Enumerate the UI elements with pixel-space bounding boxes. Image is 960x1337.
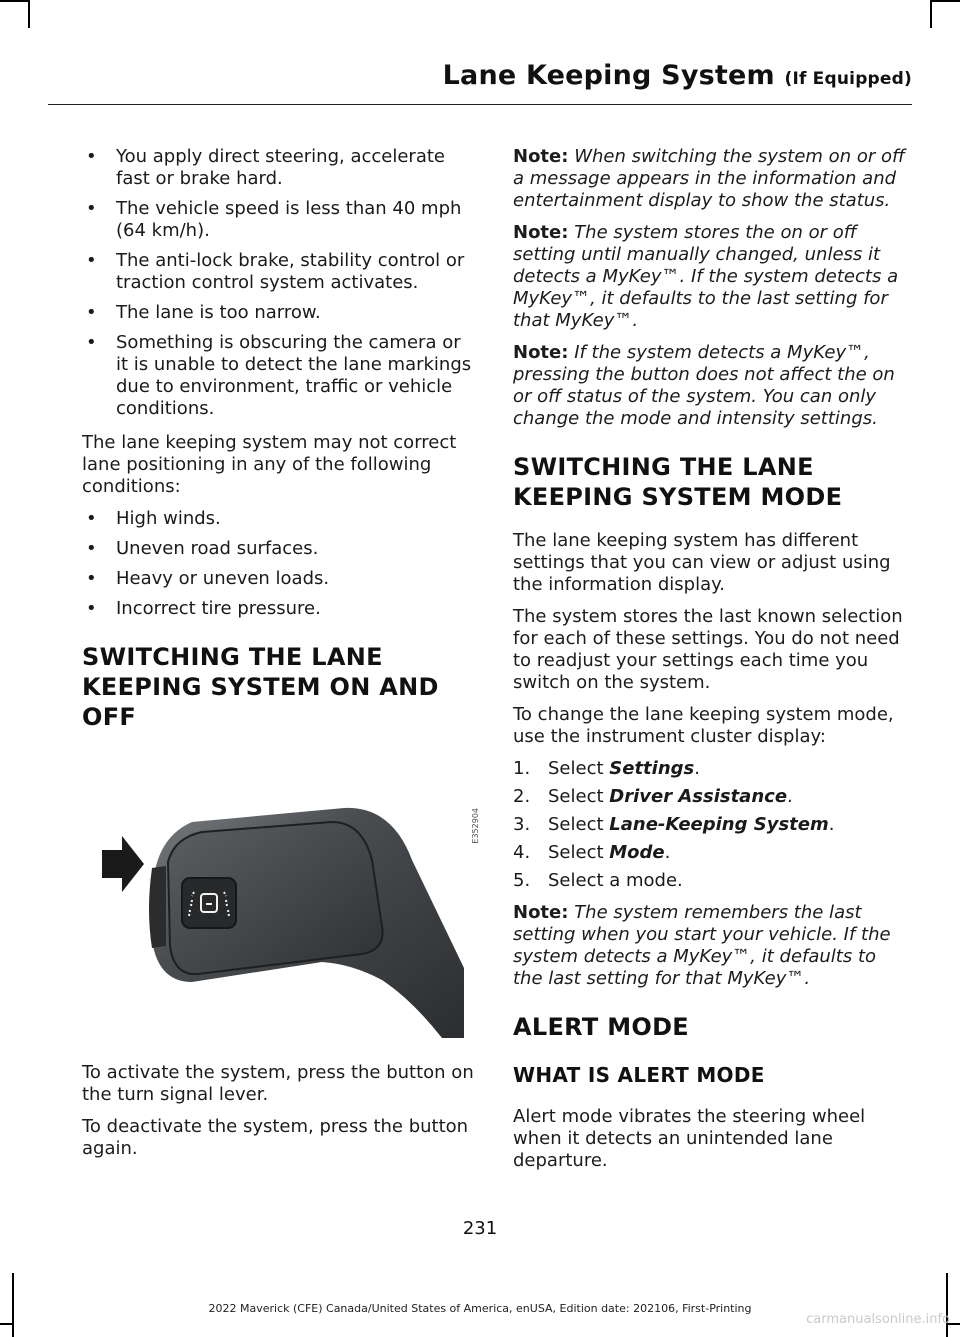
page-number: 231 [462, 1218, 498, 1239]
heading-line: KEEPING SYSTEM MODE [513, 483, 843, 511]
section-heading-on-off [82, 642, 474, 732]
heading-line: SWITCHING THE LANE [82, 643, 383, 671]
note [513, 902, 905, 990]
pointer-arrow-icon [102, 836, 144, 892]
conditions-list [82, 508, 474, 620]
right-column [513, 146, 905, 1182]
list-item: • The lane is too narrow. [82, 302, 474, 324]
turn-signal-lever-illustration [82, 750, 474, 1050]
step-prefix: Select [548, 758, 610, 779]
step-prefix: Select [548, 786, 610, 807]
step-prefix: Select [548, 842, 610, 863]
paragraph: To activate the system, press the button on the turn signal lever. [82, 1062, 474, 1105]
note [513, 342, 905, 430]
header-rule [48, 104, 912, 105]
note-text: When switching the system on or off a message appears in the information and entertainment display to show the status. [513, 146, 905, 211]
crop-mark [0, 1323, 14, 1325]
cancel-conditions-list [82, 146, 474, 420]
subsection-heading-what-is-alert-mode: WHAT IS ALERT MODE [513, 1063, 765, 1087]
list-item [513, 842, 905, 864]
step-prefix: Select a mode. [548, 870, 683, 891]
crop-mark [28, 0, 30, 28]
step-suffix: . [694, 758, 700, 779]
step-menu-item: Settings [609, 758, 695, 779]
step-number: 5. [513, 870, 531, 891]
crop-mark [932, 0, 960, 2]
step-prefix: Select [548, 814, 610, 835]
note [513, 146, 905, 212]
note-text: If the system detects a MyKey™, pressing the button does not affect the on or off status of the system. You can only change the mode and intensity settings. [513, 342, 895, 429]
paragraph: The lane keeping system may not correct lane positioning in any of the following conditions: [82, 432, 457, 497]
step-number: 2. [513, 786, 531, 807]
note [513, 222, 905, 332]
note-label: Note: [513, 342, 569, 363]
list-item: • The vehicle speed is less than 40 mph (64 km/h). [82, 198, 474, 242]
note-text: The system remembers the last setting when you start your vehicle. If the system detects a MyKey™, it defaults to the last setting for that MyKey™. [513, 902, 891, 989]
note-label: Note: [513, 222, 569, 243]
list-item: • The anti-lock brake, stability control or traction control system activates. [82, 250, 474, 294]
list-item [513, 870, 905, 892]
header-title-text: Lane Keeping System [442, 60, 775, 91]
note-label: Note: [513, 146, 569, 167]
mode-steps-list [513, 758, 905, 892]
watermark: carmanualsonline.info [806, 1312, 950, 1327]
list-item: • Something is obscuring the camera or it is unable to detect the lane markings due to environment, traffic or vehicle conditions. [82, 332, 474, 420]
page-header-title [443, 60, 912, 91]
crop-mark [930, 0, 932, 28]
figure-code: E352904 [471, 808, 480, 844]
list-item: • Uneven road surfaces. [82, 538, 474, 560]
lever-end-cap [149, 866, 166, 948]
step-number: 3. [513, 814, 531, 835]
edition-footer: 2022 Maverick (CFE) Canada/United States of America, enUSA, Edition date: 202106, First-Printing [208, 1302, 752, 1315]
heading-line: OFF [82, 703, 137, 731]
heading-line: SWITCHING THE LANE [513, 453, 814, 481]
step-suffix: . [787, 786, 793, 807]
heading-line: KEEPING SYSTEM ON AND [82, 673, 439, 701]
list-item: • High winds. [82, 508, 474, 530]
paragraph: Alert mode vibrates the steering wheel when it detects an unintended lane departure. [513, 1106, 866, 1171]
paragraph: To deactivate the system, press the button again. [82, 1116, 469, 1159]
step-number: 4. [513, 842, 531, 863]
list-item: • Incorrect tire pressure. [82, 598, 474, 620]
turn-signal-lever-figure [82, 750, 480, 1050]
crop-mark [0, 0, 28, 2]
step-menu-item: Mode [609, 842, 665, 863]
step-menu-item: Driver Assistance [609, 786, 788, 807]
list-item: • You apply direct steering, accelerate fast or brake hard. [82, 146, 474, 190]
list-item [513, 786, 905, 808]
step-number: 1. [513, 758, 531, 779]
step-menu-item: Lane-Keeping System [609, 814, 829, 835]
paragraph: The system stores the last known selection for each of these settings. You do not need to readjust your settings each time you switch on the system. [513, 606, 903, 693]
step-suffix: . [828, 814, 835, 835]
section-heading-alert-mode: ALERT MODE [513, 1013, 689, 1041]
step-suffix: . [664, 842, 671, 863]
note-text: The system stores the on or off setting until manually changed, unless it detects a MyKey™. If the system detects a MyKey™, it defaults to the last setting for that MyKey™. [513, 222, 899, 331]
paragraph: To change the lane keeping system mode, use the instrument cluster display: [513, 704, 894, 747]
left-column [82, 146, 480, 1170]
header-qualifier: (If Equipped) [784, 69, 912, 89]
list-item [513, 758, 905, 780]
list-item: • Heavy or uneven loads. [82, 568, 474, 590]
paragraph: The lane keeping system has different settings that you can view or adjust using the information display. [513, 530, 891, 595]
section-heading-mode [513, 452, 905, 512]
list-item [513, 814, 905, 836]
note-label: Note: [513, 902, 569, 923]
